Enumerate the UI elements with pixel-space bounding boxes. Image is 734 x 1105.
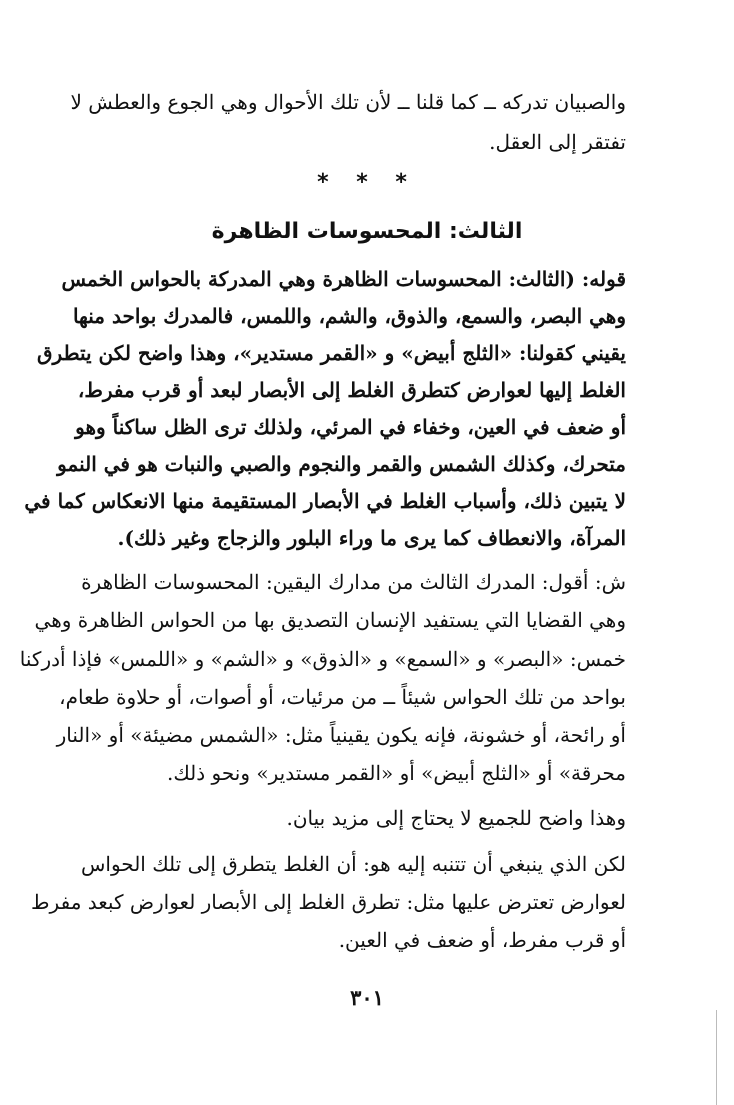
commentary-line-4: بواحد من تلك الحواس شيئاً ــ من مرئيات، أو أصوات، أو حلاوة طعام، [59,685,626,709]
caution-line-3: أو قرب مفرط، أو ضعف في العين. [338,928,626,952]
intro-line-2: تفتقر إلى العقل. [489,130,626,154]
quoted-text-line-6: متحرك، وكذلك الشمس والقمر والنجوم والصبي والنبات هو في النمو [57,452,626,476]
commentary-line-2: وهي القضايا التي يستفيد الإنسان التصديق بها من الحواس الظاهرة وهي [34,608,626,632]
quoted-text-line-4: الغلط إليها لعوارض كتطرق الغلط إلى الأبصار لبعد أو قرب مفرط، [77,378,626,402]
section-heading: الثالث: المحسوسات الظاهرة [211,219,523,244]
quoted-text-line-5: أو ضعف في العين، وخفاء في المرئي، ولذلك ترى الظل ساكناً وهو [75,415,626,439]
commentary-line-1: ش: أقول: المدرك الثالث من مدارك اليقين: المحسوسات الظاهرة [81,570,626,594]
intro-line-1: والصبيان تدركه ــ كما قلنا ــ لأن تلك الأحوال وهي الجوع والعطش لا [70,90,626,114]
quoted-text-line-3: يقيني كقولنا: «الثلج أبيض» و «القمر مستدير»، وهذا واضح لكن يتطرق [37,341,626,365]
commentary-line-5: أو رائحة، أو خشونة، فإنه يكون يقينياً مثل: «الشمس مضيئة» أو «النار [56,723,626,747]
page-edge-mark [716,1010,717,1105]
commentary-line-3: خمس: «البصر» و «السمع» و «الذوق» و «الشم» و «اللمس» فإذا أدركنا [19,647,626,671]
caution-line-1: لكن الذي ينبغي أن تتنبه إليه هو: أن الغلط يتطرق إلى تلك الحواس [80,852,626,876]
caution-line-2: لعوارض تعترض عليها مثل: تطرق الغلط إلى الأبصار لعوارض كبعد مفرط [31,890,626,914]
quoted-text-line-7: لا يتبين ذلك، وأسباب الغلط في الأبصار المستقيمة منها الانعكاس كما في [24,489,626,513]
quoted-text-line-2: وهي البصر، والسمع، والذوق، والشم، واللمس، فالمدرك بواحد منها [72,304,626,328]
commentary-line-6: محرقة» أو «الثلج أبيض» أو «القمر مستدير» ونحو ذلك. [166,761,626,785]
section-separator: * * * [317,170,417,195]
clear-statement-line: وهذا واضح للجميع لا يحتاج إلى مزيد بيان. [286,806,626,830]
quoted-text-line-8: المرآة، والانعطاف كما يرى ما وراء البلور والزجاج وغير ذلك). [117,526,626,550]
page-number: ٣٠١ [350,985,384,1010]
quoted-text-line-1: قوله: (الثالث: المحسوسات الظاهرة وهي المدركة بالحواس الخمس [61,267,626,291]
